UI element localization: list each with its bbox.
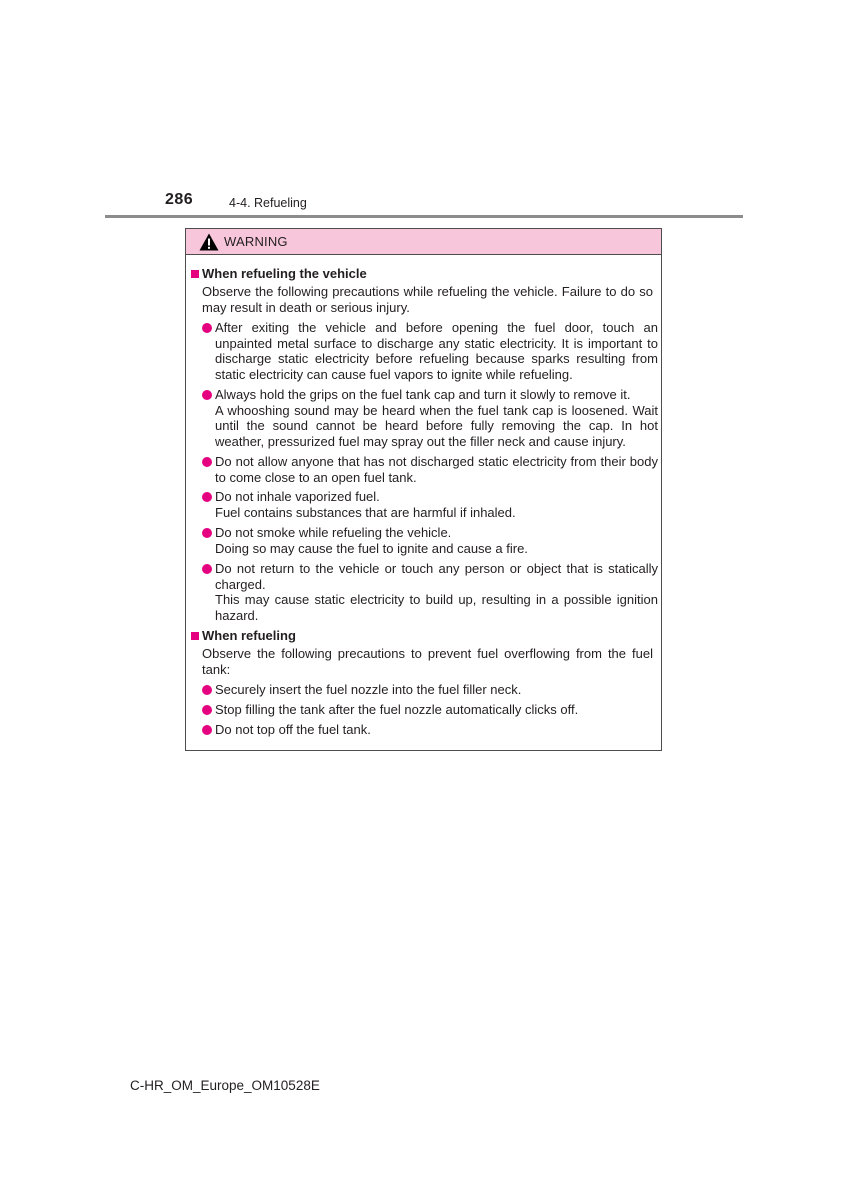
document-code: C-HR_OM_Europe_OM10528E bbox=[130, 1078, 320, 1093]
list-item: Do not top off the fuel tank. bbox=[202, 722, 658, 738]
round-bullet-icon bbox=[202, 323, 212, 333]
square-bullet-icon bbox=[191, 270, 199, 278]
section-heading: When refueling bbox=[191, 628, 296, 643]
round-bullet-icon bbox=[202, 528, 212, 538]
round-bullet-icon bbox=[202, 390, 212, 400]
list-item: Always hold the grips on the fuel tank cap and turn it slowly to remove it. A whooshing sound may be heard when the fuel tank cap is loosened. Wait until the sound cannot be heard before fully removing the cap. In hot weather, pressurized fuel may spray out the filler neck and cause injury. bbox=[202, 387, 658, 450]
list-item: Stop filling the tank after the fuel nozzle automatically clicks off. bbox=[202, 702, 658, 718]
list-item: Do not return to the vehicle or touch any person or object that is statically charged. This may cause static electricity to build up, resulting in a possible ignition hazard. bbox=[202, 561, 658, 624]
square-bullet-icon bbox=[191, 632, 199, 640]
warning-triangle-icon bbox=[199, 233, 219, 251]
round-bullet-icon bbox=[202, 685, 212, 695]
round-bullet-icon bbox=[202, 725, 212, 735]
round-bullet-icon bbox=[202, 564, 212, 574]
list-item: Do not smoke while refueling the vehicle. Doing so may cause the fuel to ignite and cause a fire. bbox=[202, 525, 658, 556]
warning-label: WARNING bbox=[224, 234, 288, 249]
warning-box bbox=[185, 228, 662, 751]
round-bullet-icon bbox=[202, 705, 212, 715]
section-intro: Observe the following precautions to prevent fuel overflowing from the fuel tank: bbox=[202, 646, 653, 677]
warning-header bbox=[186, 229, 661, 255]
round-bullet-icon bbox=[202, 492, 212, 502]
section-intro: Observe the following precautions while refueling the vehicle. Failure to do so may result in death or serious injury. bbox=[202, 284, 653, 315]
page-number: 286 bbox=[165, 191, 194, 208]
list-item: After exiting the vehicle and before opening the fuel door, touch an unpainted metal surface to discharge any static electricity. It is important to discharge static electricity before refueling because sparks resulting from static electricity can cause fuel vapors to ignite while refueling. bbox=[202, 320, 658, 383]
list-item: Do not allow anyone that has not discharged static electricity from their body to come close to an open fuel tank. bbox=[202, 454, 658, 485]
list-item: Do not inhale vaporized fuel. Fuel contains substances that are harmful if inhaled. bbox=[202, 489, 658, 520]
section-heading: When refueling the vehicle bbox=[191, 266, 367, 281]
round-bullet-icon bbox=[202, 457, 212, 467]
header-rule bbox=[105, 215, 743, 218]
section-title: 4-4. Refueling bbox=[229, 196, 307, 210]
list-item: Securely insert the fuel nozzle into the fuel filler neck. bbox=[202, 682, 658, 698]
